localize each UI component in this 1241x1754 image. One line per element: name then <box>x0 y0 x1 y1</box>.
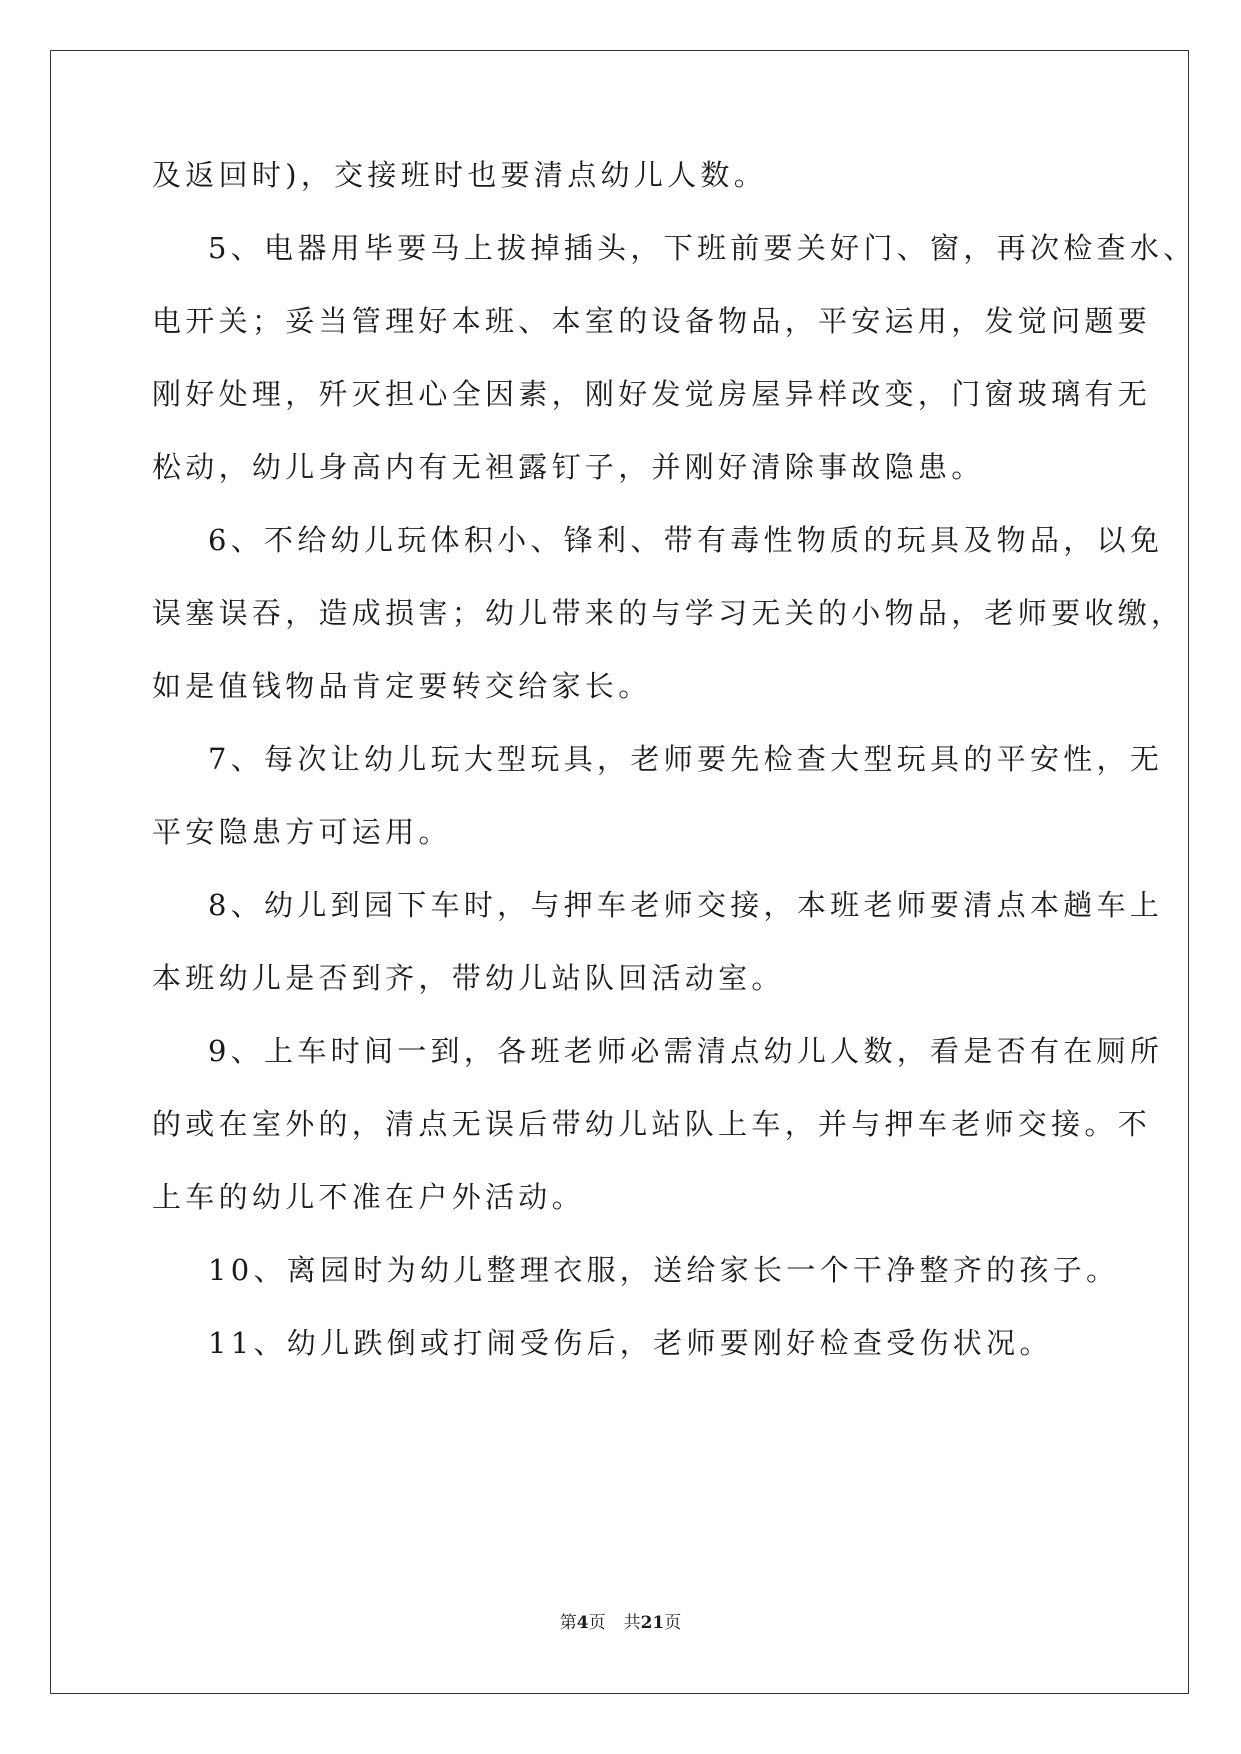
total-prefix: 共 <box>623 1613 641 1633</box>
text-line: 如是值钱物品肯定要转交给家长。 <box>152 669 652 703</box>
paragraph-6-start: 6、不给幼儿玩体积小、锋利、带有毒性物质的玩具及物品，以免 <box>208 523 1164 557</box>
text-line: 刚好处理，歼灭担心全因素，刚好发觉房屋异样改变，门窗玻璃有无 <box>152 377 1152 411</box>
paragraph-7-start: 7、每次让幼儿玩大型玩具，老师要先检查大型玩具的平安性，无 <box>208 742 1164 776</box>
total-suffix: 页 <box>664 1613 682 1633</box>
paragraph-8-start: 8、幼儿到园下车时，与押车老师交接，本班老师要清点本趟车上 <box>208 888 1164 922</box>
text-line: 本班幼儿是否到齐，带幼儿站队回活动室。 <box>152 961 785 995</box>
text-line: 电开关；妥当管理好本班、本室的设备物品，平安运用，发觉问题要 <box>152 304 1152 338</box>
text-line: 及返回时)，交接班时也要清点幼儿人数。 <box>152 158 768 192</box>
page-suffix: 页 <box>588 1613 606 1633</box>
paragraph-10-start: 10、离园时为幼儿整理衣服，送给家长一个干净整齐的孩子。 <box>208 1253 1120 1287</box>
text-line: 平安隐患方可运用。 <box>152 815 452 849</box>
page-prefix: 第 <box>559 1613 577 1633</box>
page-number: 4 <box>576 1613 589 1633</box>
text-line: 误塞误吞，造成损害；幼儿带来的与学习无关的小物品，老师要收缴， <box>152 596 1185 630</box>
total-pages: 21 <box>640 1613 665 1633</box>
paragraph-11-start: 11、幼儿跌倒或打闹受伤后，老师要刚好检查受伤状况。 <box>208 1326 1053 1360</box>
page-footer <box>0 1608 1241 1633</box>
paragraph-5-start: 5、电器用毕要马上拔掉插头，下班前要关好门、窗，再次检查水、 <box>208 231 1197 265</box>
text-line: 的或在室外的，清点无误后带幼儿站队上车，并与押车老师交接。不 <box>152 1107 1152 1141</box>
paragraph-9-start: 9、上车时间一到，各班老师必需清点幼儿人数，看是否有在厕所 <box>208 1034 1164 1068</box>
text-line: 上车的幼儿不准在户外活动。 <box>152 1180 585 1214</box>
text-line: 松动，幼儿身高内有无袒露钉子，并刚好清除事故隐患。 <box>152 450 985 484</box>
page-border <box>50 50 1189 1694</box>
